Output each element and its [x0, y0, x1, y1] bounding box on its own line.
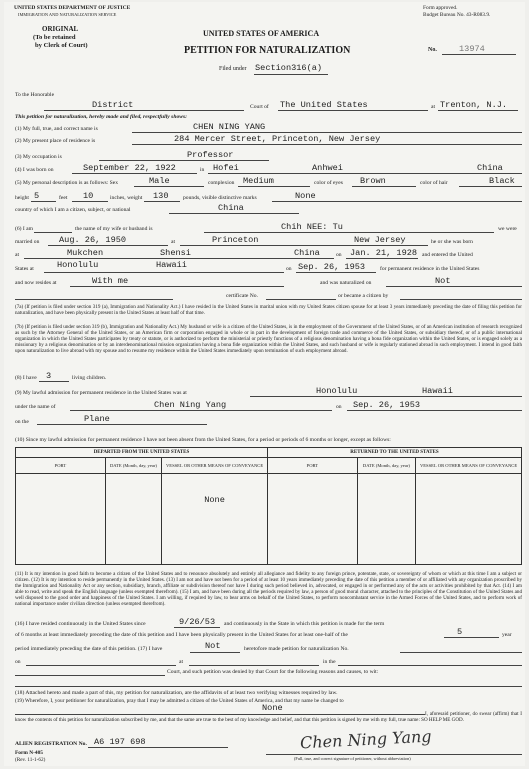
port-header: PORT	[16, 458, 106, 474]
alien-reg-label: ALIEN REGISTRATION No.	[15, 741, 87, 747]
hair-label: color of hair	[420, 180, 448, 186]
marriage-date: Aug. 26, 1950	[59, 235, 127, 245]
in-the-label: in the	[323, 659, 336, 665]
form-number: Form N-405	[15, 750, 43, 756]
inches-weight-label: inches, weight	[110, 195, 143, 201]
naturalized-value: Not	[435, 276, 451, 286]
years-count: 5	[457, 627, 463, 637]
entry-on-label: on	[286, 266, 292, 272]
departed-header: DEPARTED FROM THE UNITED STATES	[16, 448, 268, 458]
returned-header: RETURNED TO THE UNITED STATES	[267, 448, 521, 458]
states-at-label: States at	[15, 266, 34, 272]
admission-state: Hawaii	[422, 386, 453, 396]
weight: 130	[153, 191, 169, 201]
form-approved: Form approved.	[423, 5, 458, 11]
height-inches: 10	[83, 191, 94, 201]
field-1-label: (1) My full, true, and correct name is	[15, 126, 98, 132]
dept-name: UNITED STATES DEPARTMENT OF JUSTICE	[14, 5, 131, 11]
field-4-label: (4) I was born on	[15, 167, 54, 173]
oath-text: I, aforesaid petitioner, do swear (affirm) that I know the contents of this petition for naturalization subscribed by me, and that the same are true to the best of my knowledge and belief, and that this petition is signed by me with my full, true name: SO HELP ME GOD.	[15, 711, 522, 724]
court-name: District	[92, 100, 134, 110]
marks-label: pounds, visible distinctive marks	[183, 195, 257, 201]
spouse-on-label: on	[336, 252, 342, 258]
hair-color: Black	[489, 176, 515, 186]
spouse-born-label: he or she was born	[431, 239, 473, 245]
field-17-reasons: Court, and such petition was denied by that Court for the following reasons and causes, to wit:	[167, 669, 379, 675]
field-2-label: (2) My present place of residence is	[15, 138, 96, 144]
field-6-label: (6) I am	[15, 226, 34, 232]
we-were-label: we were	[498, 226, 517, 232]
under-name-label: under the name of	[15, 404, 56, 410]
entered-label: and entered the United	[422, 252, 473, 258]
usa-heading: UNITED STATES OF AMERICA	[203, 29, 320, 38]
birth-city: Hofei	[213, 163, 239, 173]
petitioner-signature: Chen Ning Yang	[299, 726, 432, 753]
field-17-label: period immediately preceding the date of this petition. (17) I have	[15, 646, 163, 652]
name-change: None	[262, 703, 283, 713]
court-at-label: at	[431, 104, 436, 110]
on-label: on	[15, 659, 21, 665]
on-the-label: on the	[15, 419, 29, 425]
signature-caption: (Full, true, and correct signature of petitioner, without abbreviation)	[294, 756, 411, 761]
spouse-birth-date: Jan. 21, 1928	[350, 248, 418, 258]
married-on-label: married on	[15, 239, 40, 245]
to-honorable: To the Honorable	[15, 92, 55, 98]
vessel-header: VESSEL OR OTHER MEANS OF CONVEYANCE	[162, 458, 268, 474]
height-feet: 5	[34, 191, 40, 201]
document-title: PETITION FOR NATURALIZATION	[184, 45, 351, 56]
date-header: DATE (Month, day, year)	[105, 458, 161, 474]
paragraph-11-15: (11) It is my intention in good faith to become a citizen of the United States and to renounce absolutely and entirely all allegiance and fidelity to any foreign prince, potentate, state, or sovereignty of whom or which at this time I am a subject or citizen. (12) It is my intention to reside permanently in the United States. (13) I am not and have not been for a period of at least 10 years immediately preceding the date of this petition a member of or affiliated with any organization proscribed by the Immigration and Nationality Act or any section, subsidiary, branch, affiliate or subdivision thereof nor have I during such period believed in, advocated, or engaged in or performed any of the acts or activities prohibited by that Act. (14) I am able to read, write and speak the English language (unless exempted therefrom). (15) I am, and have been during all the periods required by law, a person of good moral character, attached to the principles of the Constitution of the United States and well disposed to the good order and happiness of the United States. I am willing, if required by law, to bear arms on behalf of the United States, to perform noncombatant service in the Armed Forces of the United States, and to perform work of national importance under civilian direction (unless exempted therefrom).	[15, 571, 522, 608]
form-revision: (Rev. 11-1-62)	[15, 757, 46, 763]
height-label: height	[15, 195, 29, 201]
conveyance: Plane	[84, 414, 110, 424]
naturalized-label: and was naturalized on	[320, 280, 372, 286]
citizen-of-label: country of which I am a citizen, subject, or national	[15, 207, 131, 213]
field-17-cont: heretofore made petition for naturalization No.	[244, 646, 349, 652]
field-10-label: (10) Since my lawful admission for permanent residence I have not been absent from the United States, for a period or periods of 6 months or longer, except as follows:	[15, 437, 391, 443]
port-header: PORT	[267, 458, 357, 474]
field-8-label: (8) I have	[15, 375, 37, 381]
filed-under-value: Section316(a)	[255, 63, 323, 73]
citizen-of: China	[218, 203, 244, 213]
original-label: ORIGINAL	[42, 25, 79, 33]
field-16-cont: and continuously in the State in which this petition is made for the term	[224, 621, 385, 627]
paragraph-19: (19) Wherefore, I, your petitioner for naturalization, pray that I may be admitted a citizen of the United States of America, and that my name be changed to	[15, 698, 344, 704]
marriage-state: New Jersey	[354, 235, 406, 245]
filed-under-label: Filed under	[219, 66, 247, 72]
full-name: CHEN NING YANG	[193, 122, 266, 132]
spouse-birth-city: Mukchen	[67, 248, 104, 258]
admission-name: Chen Ning Yang	[154, 400, 227, 410]
occupation: Professor	[187, 150, 234, 160]
birth-country: China	[477, 163, 503, 173]
court-city: Trenton, N.J.	[440, 100, 508, 110]
living-children-label: living children.	[72, 375, 107, 381]
eyes-label: color of eyes	[314, 180, 343, 186]
vessel-header: VESSEL OR OTHER MEANS OF CONVEYANCE	[416, 458, 522, 474]
eye-color: Brown	[360, 176, 386, 186]
date-header: DATE (Month, day, year)	[357, 458, 415, 474]
at-label: at	[179, 659, 184, 665]
birth-date: September 22, 1922	[83, 163, 176, 173]
perm-residence-label: for permanent residence in the United States	[380, 266, 480, 272]
admission-date: Sep. 26, 1953	[353, 400, 421, 410]
admission-on-label: on	[336, 404, 342, 410]
birth-in-label: in	[200, 167, 205, 173]
complexion: Medium	[243, 176, 274, 186]
admission-city: Honolulu	[316, 386, 358, 396]
retained-line-2: by Clerk of Court)	[35, 42, 88, 49]
entry-state: Hawaii	[156, 260, 187, 270]
absence-table	[15, 447, 522, 565]
field-9-label: (9) My lawful admission for permanent residence in the United States was at	[15, 390, 187, 396]
court-of-label: Court of	[250, 104, 269, 110]
alien-reg-number: A6 197 698	[94, 737, 146, 747]
year-label: year	[502, 632, 512, 638]
certificate-label: certificate No.	[226, 293, 258, 299]
paragraph-7a: (7a) (If petition is filed under section 319 (a), Immigration and Nationality Act.) I have resided in the United States in marital union with my United States citizen spouse for at least 3 years immediately preceding the date of filing this petition for naturalization, and have been physically present in the United States at least half of that time.	[15, 304, 522, 317]
field-5-label: (5) My personal description is as follows: Sex	[15, 180, 119, 186]
field-16-label: (16) I have resided continuously in the United States since	[15, 621, 146, 627]
entry-date: Sep. 26, 1953	[298, 262, 366, 272]
entry-city: Honolulu	[57, 260, 99, 270]
residence: 284 Mercer Street, Princeton, New Jersey	[174, 134, 381, 144]
sex: Male	[149, 176, 170, 186]
paragraph-18: (18) Attached hereto and made a part of this, my petition for naturalization, are the affidavits of at least two verifying witnesses required by law.	[15, 690, 338, 696]
complexion-label: complexion	[208, 180, 235, 186]
distinctive-marks: None	[295, 191, 316, 201]
petition-page	[4, 2, 525, 766]
intro-text: This petition for naturalization, hereby made and filed, respectfully shows:	[15, 114, 188, 120]
paragraph-7b: (7b) (If petition is filed under section 319 (b), Immigration and Nationality Act.) My husband or wife is a citizen of the United States, is in the employment of the Government of the United States, or of an American institution of research recognized as such by the Attorney General of the United States, or an American firm or corporation engaged in whole or in part in the development of foreign trade and commerce of the United States, or subsidiary thereof, or of a public international organization in which the United States participates by treaty or statute, or is authorized to perform the ministerial or priestly functions of a religious denomination having a bona fide organization within the United States, or is engaged solely as a missionary by a religious denomination or by an interdenominational mission organization having a bona fide organization within the United States, and such husband or wife is regularly stationed abroad in such employment. I intend in good faith upon naturalization to live abroad with my spouse and to resume my residence within the United States immediately upon termination of such employment abroad.	[15, 324, 522, 355]
previous-petition: Not	[205, 641, 221, 651]
now-resides-label: and now resides at	[15, 280, 57, 286]
petition-no-label: No.	[428, 47, 437, 53]
spouse-born-at-label: at	[15, 252, 20, 258]
birth-province: Anhwei	[312, 163, 343, 173]
field-3-label: (3) My occupation is	[15, 154, 62, 160]
retained-line-1: (To be retained	[33, 34, 76, 41]
service-name: IMMIGRATION AND NATURALIZATION SERVICE	[18, 12, 117, 17]
spouse-birth-country: China	[294, 248, 320, 258]
petition-no-value: 13974	[459, 44, 485, 54]
court-of-value: The United States	[280, 100, 368, 110]
became-citizen-label: or became a citizen by	[338, 293, 389, 299]
feet-label: feet	[59, 195, 68, 201]
marriage-city: Princeton	[212, 235, 259, 245]
table-none: None	[204, 495, 225, 505]
resides-with: With me	[92, 276, 129, 286]
children-count: 3	[46, 371, 52, 381]
marriage-at-label: at	[171, 239, 176, 245]
spouse-name: Chih NEE: Tu	[281, 222, 343, 232]
resided-since: 9/26/53	[179, 617, 216, 627]
spouse-birth-province: Shensi	[160, 248, 191, 258]
married-text: the name of my wife or husband is	[75, 226, 153, 232]
budget-bureau: Budget Bureau No. 43-R083.9.	[423, 12, 491, 18]
field-16-cont2: of 6 months at least immediately preceding the date of this petition and I have been physically present in the United States for at least one-half of the	[15, 632, 348, 638]
